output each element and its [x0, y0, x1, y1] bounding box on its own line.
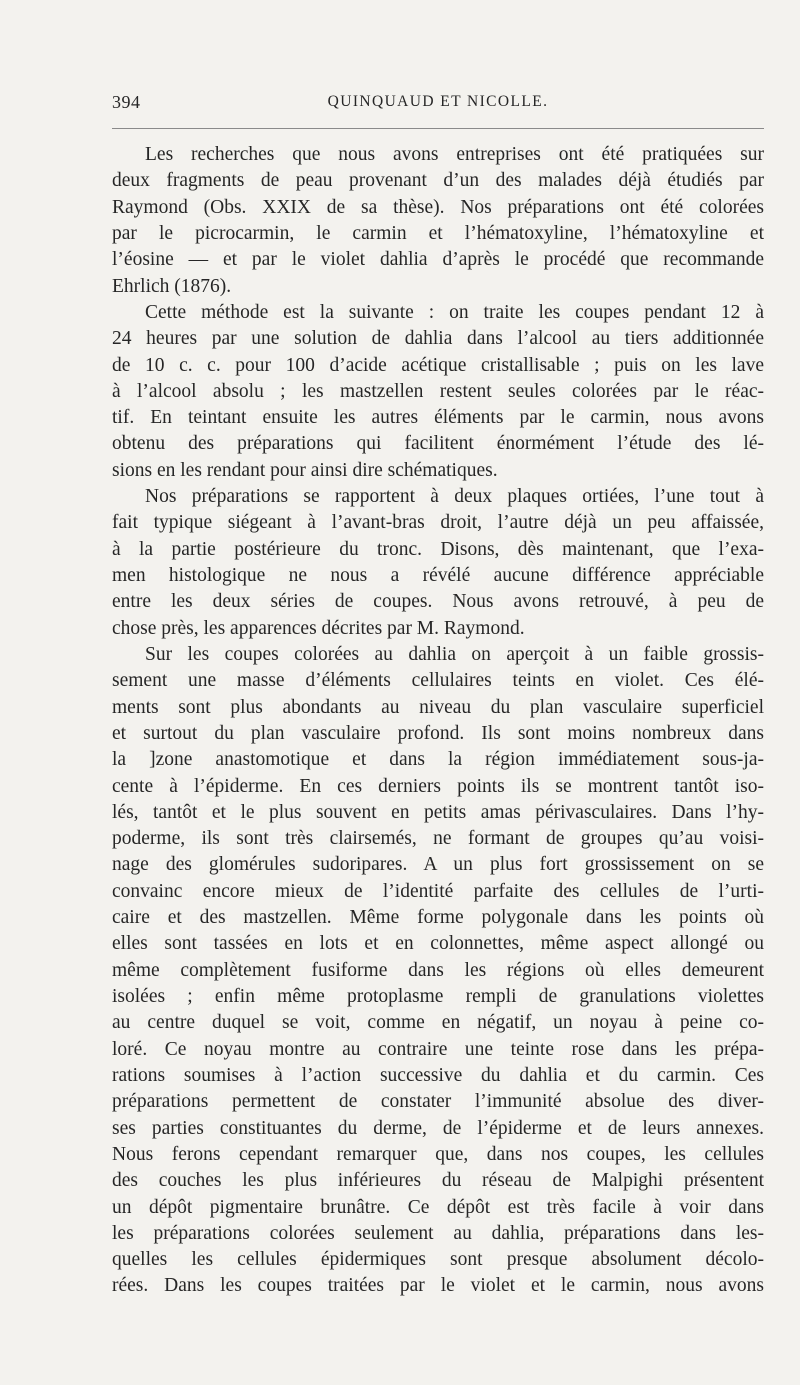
text-line: obtenu des préparations qui facilitent énormément l’étude des lé-	[112, 433, 764, 455]
text-line: Raymond (Obs. XXIX de sa thèse). Nos préparations ont été colorées	[112, 196, 764, 218]
text-line: nage des glomérules sudoripares. A un plus fort grossissement on se	[112, 854, 764, 876]
text-line: au centre duquel se voit, comme en négatif, un noyau à peine co-	[112, 1012, 764, 1034]
text-line: de 10 c. c. pour 100 d’acide acétique cristallisable ; puis on les lave	[112, 354, 764, 376]
text-line: Cette méthode est la suivante : on traite les coupes pendant 12 à	[145, 301, 764, 323]
text-line: poderme, ils sont très clairsemés, ne formant de groupes qu’au voisi-	[112, 828, 764, 850]
header-title: QUINQUAUD ET NICOLLE.	[327, 93, 549, 110]
body-text	[112, 142, 764, 1300]
text-line: à l’alcool absolu ; les mastzellen restent seules colorées par le réac-	[112, 380, 764, 402]
text-line: l’éosine — et par le violet dahlia d’après le procédé que recommande	[112, 249, 764, 271]
text-line: isolées ; enfin même protoplasme rempli de granulations violettes	[112, 986, 764, 1007]
text-line: deux fragments de peau provenant d’un des malades déjà étudiés par	[112, 170, 764, 192]
text-line: elles sont tassées en lots et en colonnettes, même aspect allongé ou	[112, 933, 764, 955]
text-line: chose près, les apparences décrites par M. Raymond.	[112, 617, 525, 639]
text-line: entre les deux séries de coupes. Nous avons retrouvé, à peu de	[112, 591, 764, 613]
text-line: loré. Ce noyau montre au contraire une teinte rose dans les prépa-	[112, 1038, 764, 1060]
text-line: Sur les coupes colorées au dahlia on aperçoit à un faible grossis-	[145, 643, 764, 665]
text-line: tif. En teintant ensuite les autres éléments par le carmin, nous avons	[112, 407, 764, 429]
page-number: 394	[112, 92, 141, 112]
text-line: un dépôt pigmentaire brunâtre. Ce dépôt est très facile à voir dans	[112, 1196, 764, 1218]
text-line: rations soumises à l’action successive du dahlia et du carmin. Ces	[112, 1064, 764, 1086]
text-line: les préparations colorées seulement au dahlia, préparations dans les-	[112, 1222, 764, 1244]
text-line: cente à l’épiderme. En ces derniers points ils se montrent tantôt iso-	[112, 775, 764, 797]
running-head	[112, 90, 764, 114]
text-line: fait typique siégeant à l’avant-bras droit, l’autre déjà un peu affaissée,	[112, 512, 764, 534]
text-line: ments sont plus abondants au niveau du plan vasculaire superficiel	[112, 696, 764, 718]
text-line: des couches les plus inférieures du réseau de Malpighi présentent	[112, 1170, 764, 1192]
text-line: rées. Dans les coupes traitées par le violet et le carmin, nous avons	[112, 1275, 764, 1297]
text-line: et surtout du plan vasculaire profond. Ils sont moins nombreux dans	[112, 722, 764, 744]
text-line: Les recherches que nous avons entreprises ont été pratiquées sur	[145, 144, 764, 165]
text-line: men histologique ne nous a révélé aucune différence appréciable	[112, 565, 764, 586]
text-line: 24 heures par une solution de dahlia dans l’alcool au tiers additionnée	[112, 328, 764, 350]
text-line: ses parties constituantes du derme, de l’épiderme et de leurs annexes.	[112, 1117, 764, 1139]
text-line: même complètement fusiforme dans les régions où elles demeurent	[112, 959, 764, 981]
text-line: Nos préparations se rapportent à deux plaques ortiées, l’une tout à	[145, 486, 764, 508]
text-line: lés, tantôt et le plus souvent en petits amas périvasculaires. Dans l’hy-	[112, 801, 764, 823]
text-line: par le picrocarmin, le carmin et l’hématoxyline, l’hématoxyline et	[112, 222, 764, 244]
text-line: la ]zone anastomotique et dans la région immédiatement sous-ja-	[112, 749, 764, 771]
text-line: Nous ferons cependant remarquer que, dans nos coupes, les cellules	[112, 1143, 764, 1165]
text-line: sions en les rendant pour ainsi dire schématiques.	[112, 459, 498, 481]
text-line: sement une masse d’éléments cellulaires teints en violet. Ces élé-	[112, 670, 764, 692]
text-line: quelles les cellules épidermiques sont presque absolument décolo-	[112, 1249, 764, 1271]
header-rule	[112, 128, 764, 129]
text-line: caire et des mastzellen. Même forme polygonale dans les points où	[112, 907, 764, 929]
text-line: préparations permettent de constater l’immunité absolue des diver-	[112, 1091, 764, 1113]
text-line: à la partie postérieure du tronc. Disons, dès maintenant, que l’exa-	[112, 538, 764, 560]
text-line: convainc encore mieux de l’identité parfaite des cellules de l’urti-	[112, 880, 764, 902]
text-line: Ehrlich (1876).	[112, 275, 232, 297]
